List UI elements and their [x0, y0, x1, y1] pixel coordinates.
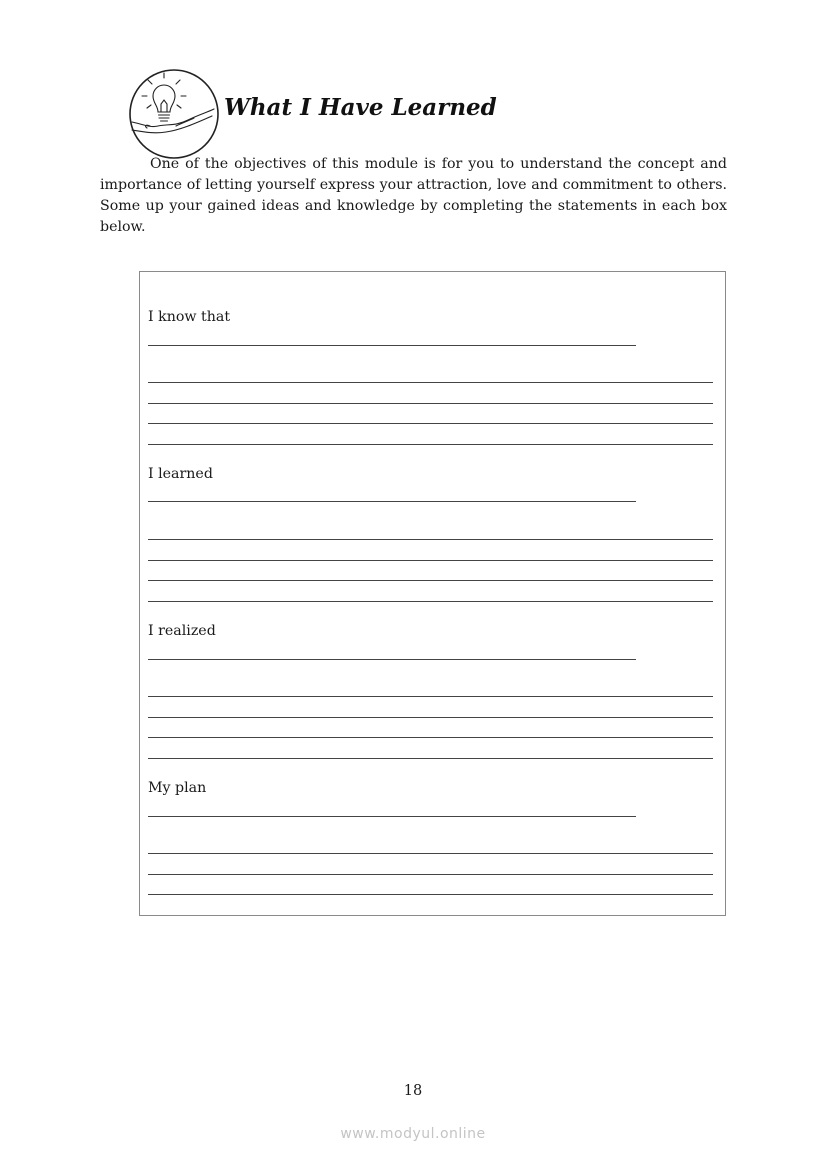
answer-line[interactable] [148, 539, 713, 540]
prompt-i-know-that: I know that [148, 309, 231, 325]
answer-line[interactable] [148, 345, 636, 346]
answer-line[interactable] [148, 659, 636, 660]
intro-paragraph: One of the objectives of this module is for you to understand the concept and importance of letting yourself express your attraction, love and commitment to others. Some up your gained ideas and knowledge by completing the statements in each box below. [100, 156, 727, 235]
answer-line[interactable] [148, 894, 713, 895]
reflection-box [139, 271, 726, 916]
answer-line[interactable] [148, 874, 713, 875]
answer-line[interactable] [148, 382, 713, 383]
answer-line[interactable] [148, 580, 713, 581]
section-title: What I Have Learned [224, 94, 497, 121]
answer-line[interactable] [148, 501, 636, 502]
answer-line[interactable] [148, 601, 713, 602]
answer-line[interactable] [148, 423, 713, 424]
watermark: www.modyul.online [340, 1126, 486, 1142]
lightbulb-in-hand-icon [128, 68, 220, 160]
prompt-i-learned: I learned [148, 466, 213, 482]
answer-line[interactable] [148, 444, 713, 445]
answer-line[interactable] [148, 717, 713, 718]
answer-line[interactable] [148, 816, 636, 817]
answer-line[interactable] [148, 696, 713, 697]
answer-line[interactable] [148, 737, 713, 738]
answer-line[interactable] [148, 560, 713, 561]
answer-line[interactable] [148, 758, 713, 759]
answer-line[interactable] [148, 853, 713, 854]
prompt-i-realized: I realized [148, 623, 216, 639]
page-number: 18 [403, 1083, 423, 1099]
prompt-my-plan: My plan [148, 780, 207, 796]
answer-line[interactable] [148, 403, 713, 404]
